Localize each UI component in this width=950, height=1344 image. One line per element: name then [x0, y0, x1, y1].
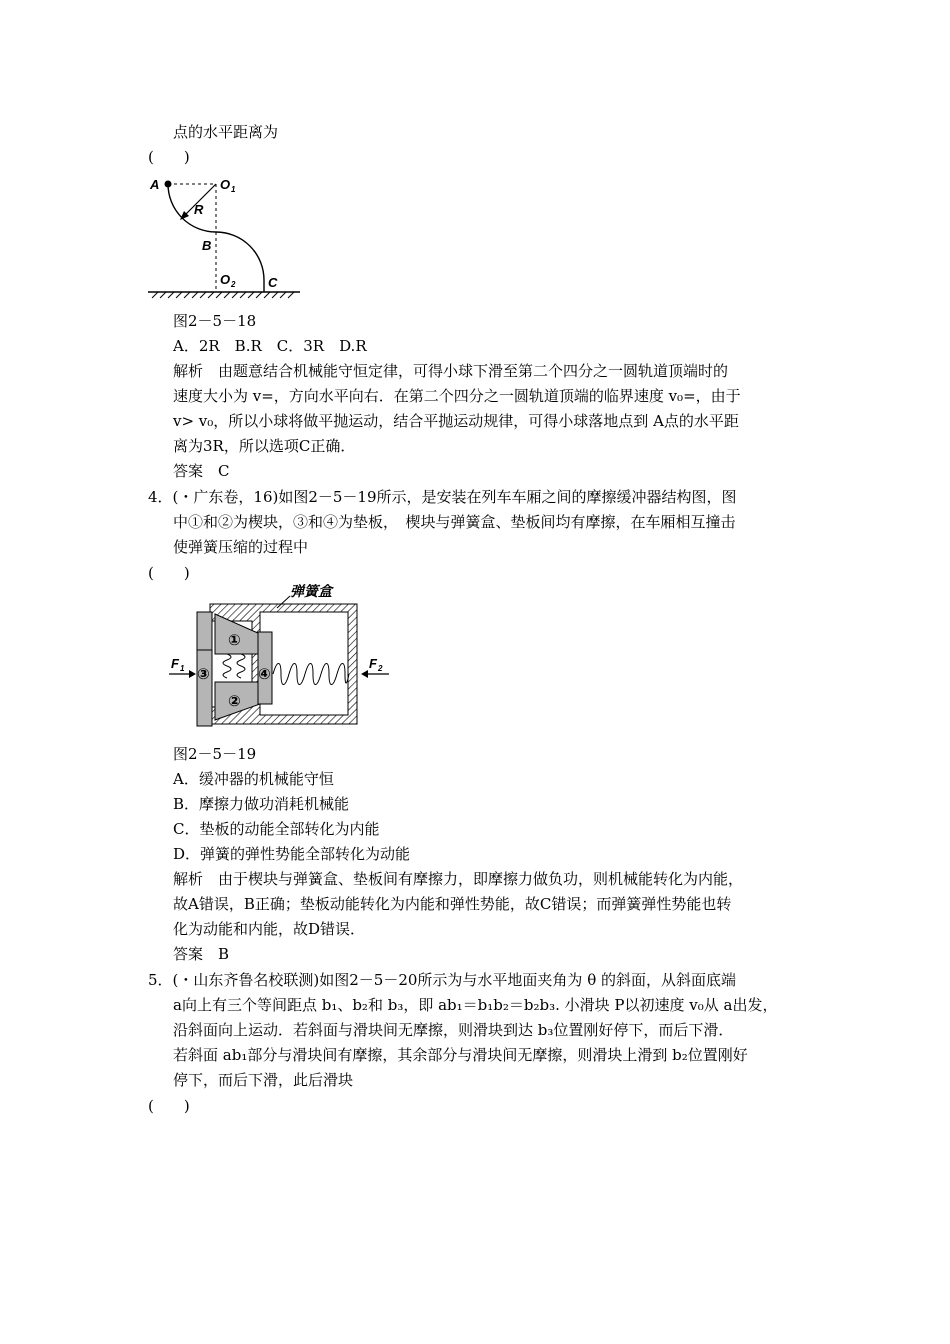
label-f1: F	[171, 656, 179, 671]
q4-line-2: 中①和②为楔块，③和④为垫板， 楔块与弹簧盒、垫板间均有摩擦，在车厢相互撞击	[173, 513, 736, 531]
q3-analysis-2: 速度大小为 v=，方向水平向右．在第二个四分之一圆轨道顶端的临界速度 v₀=，由于	[173, 387, 741, 405]
q5-line-5: 停下，而后下滑，此后滑块	[173, 1071, 354, 1089]
q4-analysis-3: 化为动能和内能，故D错误．	[173, 920, 366, 938]
q4-figure-caption: 图2－5－19	[173, 745, 257, 763]
label-pad-4: ④	[258, 666, 271, 683]
q4-option-d: D．弹簧的弹性势能全部转化为动能	[173, 845, 411, 863]
q3-track-figure	[140, 170, 310, 300]
label-c: C	[268, 275, 278, 290]
label-spring-box: 弹簧盒	[290, 583, 332, 599]
q5-line-2: a向上有三个等间距点 b₁、b₂和 b₃，即 ab₁＝b₁b₂＝b₂b₃. 小滑块 P以初速度 v₀从 a出发，	[173, 996, 778, 1014]
q3-intro: 点的水平距离为	[173, 123, 279, 141]
q4-analysis-2: 故A错误，B正确；垫板动能转化为内能和弹性势能，故C错误；而弹簧弹性势能也转	[173, 895, 732, 913]
q3-figure-caption: 图2－5－18	[173, 312, 257, 330]
q5-line-1: 5．(・山东齐鲁名校联测)如图2－5－20所示为与水平地面夹角为 θ 的斜面，从斜面底端	[148, 971, 736, 989]
q4-option-b: B．摩擦力做功消耗机械能	[173, 795, 350, 813]
label-f1-sub: 1	[180, 664, 185, 673]
q4-analysis-1: 解析 由于楔块与弹簧盒、垫板间有摩擦力，即摩擦力做负功，则机械能转化为内能，	[173, 870, 744, 888]
label-b: B	[202, 238, 212, 253]
q3-analysis-4: 离为3R，所以选项C正确．	[173, 437, 356, 455]
q4-option-c: C．垫板的动能全部转化为内能	[173, 820, 380, 838]
q4-line-3: 使弹簧压缩的过程中	[173, 538, 309, 556]
label-o1: O	[220, 177, 231, 192]
q5-line-3: 沿斜面向上运动．若斜面与滑块间无摩擦，则滑块到达 b₃位置刚好停下，而后下滑．	[173, 1021, 734, 1039]
q5-answer-paren: ( )	[148, 1097, 190, 1115]
label-f2-sub: 2	[378, 664, 383, 673]
q4-answer: 答案 B	[173, 945, 230, 963]
label-pad-3: ③	[197, 666, 210, 683]
label-wedge-2: ②	[228, 693, 241, 710]
q3-answer: 答案 C	[173, 462, 230, 480]
label-o2: O	[220, 272, 231, 287]
q4-option-a: A．缓冲器的机械能守恒	[173, 770, 334, 788]
q4-buffer-figure	[165, 582, 395, 732]
label-f2: F	[369, 656, 377, 671]
q3-analysis-1: 解析 由题意结合机械能守恒定律，可得小球下滑至第二个四分之一圆轨道顶端时的	[173, 362, 729, 380]
q5-line-4: 若斜面 ab₁部分与滑块间有摩擦，其余部分与滑块间无摩擦，则滑块上滑到 b₂位置刚好	[173, 1046, 748, 1064]
label-wedge-1: ①	[228, 632, 241, 649]
label-o2-sub: 2	[231, 280, 236, 289]
label-o1-sub: 1	[231, 185, 236, 194]
q4-line-1: 4．(・广东卷，16)如图2－5－19所示，是安装在列车车厢之间的摩擦缓冲器结构图，图	[148, 488, 737, 506]
q3-analysis-3: v> v₀，所以小球将做平抛运动，结合平抛运动规律，可得小球落地点到 A点的水平距	[173, 412, 739, 430]
q3-options: A．2R B.R C．3R D.R	[173, 337, 367, 355]
q4-answer-paren: ( )	[148, 564, 190, 582]
q3-answer-paren: ( )	[148, 148, 190, 166]
label-a: A	[150, 177, 160, 192]
ball-icon	[165, 181, 172, 188]
label-r: R	[194, 202, 204, 217]
